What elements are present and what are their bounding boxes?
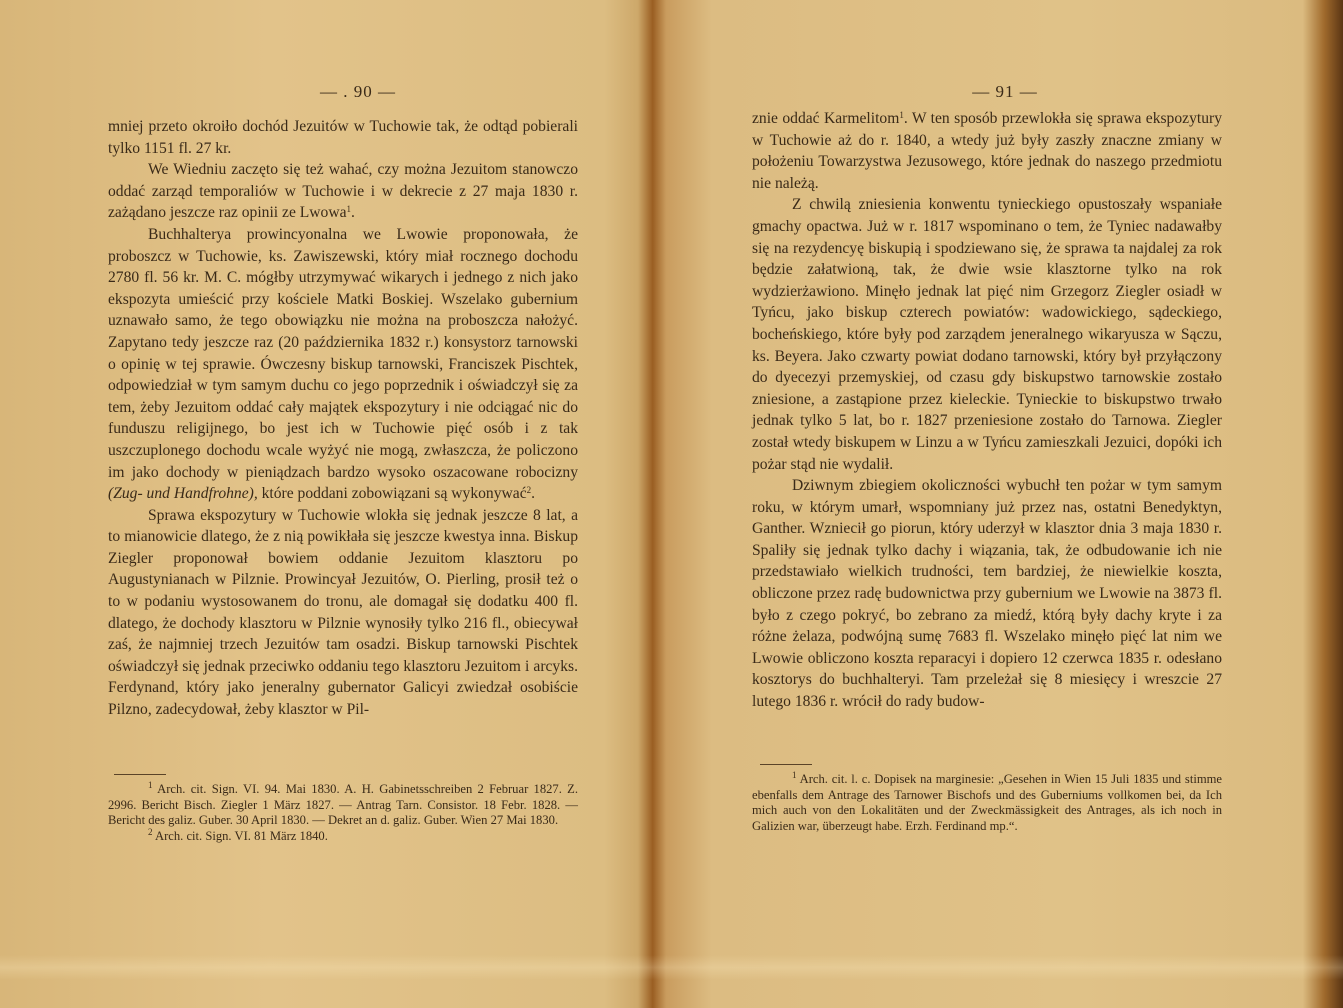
paragraph-text: znie oddać Karmelitom [752, 110, 900, 127]
paragraph: We Wiedniu zaczęto się też wahać, czy można Jezuitom stanowczo oddać zarząd temporaliów w Tuchowie i w dekrecie z 27 maja 1830 r. zażądano jeszcze raz opinii ze Lwowa$^1$. [108, 161, 578, 222]
paragraph: Dziwnym zbiegiem okoliczności wybuchł ten pożar w tym samym roku, w którym umarł, wspomniany już przez nas, ostatni Benedyktyn, Ganther. Wzniecił go piorun, który uderzył w klasztor dnia 3 maja 1830 r. Spaliły się jednak tylko dachy i wiązania, tak, że odbudowanie ich nie przedstawiało wielkich trudności, tem bardziej, że niewielkie koszta, obliczone przez radę budownictwa przy gubernium we Lwowie na 3873 fl. było z czego pokryć, bo zebrano za miedź, którą były dachy kryte i za różne żelaza, podwójną sumę 7683 fl. Wszelako minęło pięć lat nim we Lwowie obliczono koszta reparacyi i dopiero 12 czerwca 1835 r. odesłano kosztorys do buchhalteryi. Tam przeleżał się 8 miesięcy i wreszcie 27 lutego 1836 r. wrócił do rady budow- [752, 477, 1222, 711]
paragraph [752, 108, 1222, 194]
paragraph: Buchhalterya prowincyonalna we Lwowie proponowała, że proboszcz w Tuchowie, ks. Zawiszewski, który miał rocznego dochodu 2780 fl. 56 kr. M. C. mógłby utrzymywać wikarych i jednego z nich jako ekspozyta umieścić przy kościele Matki Boskiej. Wszelako gubernium uznawało samo, że tego obowiązku nie można na proboszcza nałożyć. Zapytano tedy jeszcze raz (20 października 1832 r.) konsystorz tarnowski o opinię w tej sprawie. Ówczesny biskup tarnowski, Franciszek Pischtek, odpowiedział w tym samym duchu co jego poprzednik i oświadczył się za tem, żeby Jezuitom oddać cały majątek ekspozytury i nie odciągać nic do funduszu religijnego, bo jest ich w Tuchowie pięć osób i z tak uszczuplonego dochodu wcale wyżyć nie mogą, zwłaszcza, że policzono im jako dochody w pieniądzach bardzo wysoko oszacowane robocizny (Zug- und Handfrohne), które poddani zobowiązani są wykonywać$^2$. [108, 225, 578, 503]
page-number: — 91 — [972, 82, 1038, 101]
paragraph: mniej przeto okroiło dochód Jezuitów w Tuchowie tak, że odtąd pobierali tylko 1151 fl. 27 kr. [108, 118, 578, 157]
paragraph-text-tail: które poddani zobowiązani są wykonywać [257, 485, 527, 503]
footnote-text: Arch. cit. l. c. Dopisek na marginesie: „Gesehen in Wien 15 Juli 1835 und stimme ebenfalls dem Antrage des Tarnower Bischofs und des Guberniums vollkomen bei, da Ich mich auch von den Lokalitäten und der Zweckmässigkeit des Antrages, als ich noch in Galizien war, überzeugt habe. Erzh. Ferdinand mp.“. [752, 772, 1222, 833]
paragraph-text: We Wiedniu zaczęto się też wahać, czy można Jezuitom stanowczo oddać zarząd temporaliów w Tuchowie i w dekrecie z 27 maja 1830 r. zażądano jeszcze raz opinii ze Lwowa [108, 161, 578, 222]
left-page [108, 0, 578, 1008]
footnote-mark: 2 [526, 485, 532, 496]
footnote-text: Arch. cit. Sign. VI. 94. Mai 1830. A. H. Gabinetsschreiben 2 Februar 1827. Z. 2996. Bericht Bisch. Ziegler 1 März 1827. — Antrag Tarn. Consistor. 18 Febr. 1828. — Bericht des galiz. Guber. 30 April 1830. — Dekret an d. galiz. Guber. Wien 27 Mai 1830. [108, 782, 578, 828]
paragraph-text: Buchhalterya prowincyonalna we Lwowie proponowała, że proboszcz w Tuchowie, ks. Zawiszewski, który miał rocznego dochodu 2780 fl. 56 kr. M. C. mógłby utrzymywać wikarych i jednego z nich jako ekspozyta umieścić przy kościele Matki Boskiej. Wszelako gubernium uznawało samo, że tego obowiązku nie można na proboszcza nałożyć. Zapytano tedy jeszcze raz (20 października 1832 r.) konsystorz tarnowski o opinię w tej sprawie. Ówczesny biskup tarnowski, Franciszek Pischtek, odpowiedział w tym samym duchu co jego poprzednik i oświadczył się za tem, żeby Jezuitom oddać cały majątek ekspozytury i nie odciągać nic do funduszu religijnego, bo jest ich w Tuchowie pięć osób i z tak uszczuplonego dochodu wcale wyżyć nie mogą, zwłaszcza, że policzono im jako dochody w pieniądzach bardzo wysoko oszacowane robocizny [108, 225, 578, 481]
page-number: — . 90 — [320, 82, 396, 101]
footnote [108, 782, 578, 829]
footnote-text: Arch. cit. Sign. VI. 81 März 1840. [154, 828, 328, 843]
footnote [752, 772, 1222, 834]
footnote-mark: 1 [792, 770, 797, 780]
left-body-text [108, 116, 578, 721]
footnote-mark: 1 [899, 110, 904, 120]
footnotes [108, 782, 578, 844]
paragraph-text-tail: . W ten sposób przewlokła się sprawa ekspozytury w Tuchowie aż do r. 1840, a wtedy już były zaszły znaczne zmiany w położeniu Towarzystwa Jezusowego, które jednak do naszego przedmiotu nie należą. [752, 110, 1222, 192]
footnote-mark: 1 [148, 780, 153, 790]
right-body-text [752, 108, 1222, 713]
right-page [752, 0, 1222, 1008]
footnotes [752, 772, 1222, 834]
footnote-rule [760, 764, 812, 765]
paragraph: Sprawa ekspozytury w Tuchowie wlokła się jednak jeszcze 8 lat, a to mianowicie dlatego, że z nią powikłała się jeszcze kwestya inna. Biskup Ziegler proponował bowiem oddanie Jezuitom klasztoru po Augustynianach w Pilznie. Prowincyał Jezuitów, O. Pierling, prosił też o to w podaniu wystosowanem do tronu, ale domagał się dodatku 400 fl. dlatego, że dochody klasztoru w Pilznie wynosiły tylko 216 fl., obiecywał zaś, że najmniej trzech Jezuitów tam osadzi. Biskup tarnowski Pischtek oświadczył się jednak przeciwko oddaniu tego klasztoru Jezuitom i arcyks. Ferdynand, który jako jeneralny gubernator Galicyi zwiedzał osobiście Pilzno, zadecydował, żeby klasztor w Pil- [108, 506, 578, 719]
italic-term: (Zug- und Handfrohne), [108, 485, 258, 503]
footnote [108, 826, 578, 845]
footnote-mark: 2 [148, 826, 153, 837]
paragraph: Z chwilą zniesienia konwentu tynieckiego opustoszały wspaniałe gmachy opactwa. Już w r. 1817 wspominano o tem, że Tyniec nadawałby się na rezydencyę biskupią i spodziewano się, że sprawa ta najdalej za rok będzie załatwioną, tak, że dwie wsie klasztorne tylko na rok wydzierżawiono. Minęło jednak lat pięć nim Grzegorz Ziegler osiadł w Tyńcu, jako biskup czterech powiatów: wadowickiego, sądeckiego, bocheńskiego, które były pod zarządem jeneralnego wikaryusza w Sączu, ks. Beyera. Jako czwarty powiat dodano tarnowski, który był przyłączony do dyecezyi przemyskiej, od czasu gdy biskupstwo tarnowskie zostało zniesione, a zastąpione przez kieleckie. Tynieckie to biskupstwo trwało jednak tylko 5 lat, bo r. 1827 przeniesione zostało do Tarnowa. Ziegler został wtedy biskupem w Linzu a w Tyńcu zamieszkali Jezuici, dopóki ich pożar stąd nie wydalił. [752, 196, 1222, 473]
footnote-rule [114, 774, 166, 775]
footnote-mark: 1 [346, 204, 352, 215]
